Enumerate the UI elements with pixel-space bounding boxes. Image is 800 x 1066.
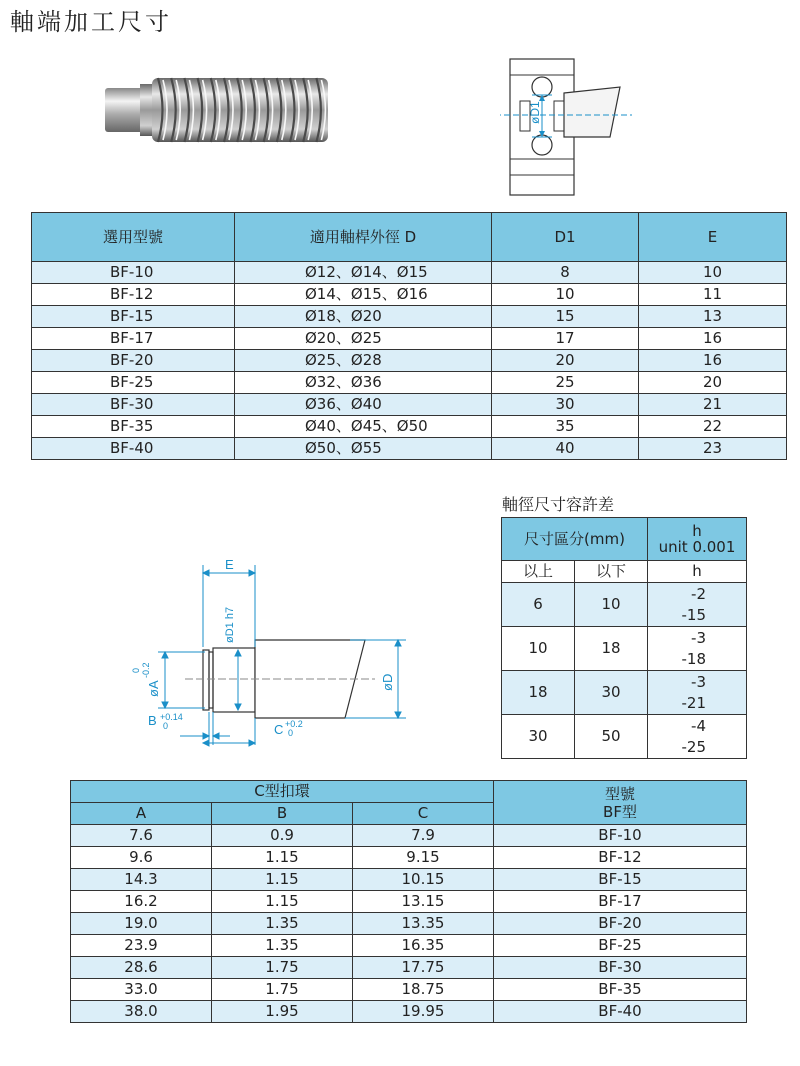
table-cell: 9.6 (71, 847, 212, 869)
table-cell: 8 (492, 262, 639, 284)
table-row (71, 957, 747, 979)
table-cell: 14.3 (71, 869, 212, 891)
table-cell: 22 (639, 416, 787, 438)
header-b: B (212, 803, 353, 825)
table-cell: 1.35 (212, 935, 353, 957)
table-cell: 7.6 (71, 825, 212, 847)
tolerance-upper: -3 (691, 672, 706, 691)
table-cell: BF-17 (32, 328, 235, 350)
table-cell: 1.95 (212, 1001, 353, 1023)
table-row (71, 935, 747, 957)
header-model-type (494, 781, 747, 825)
table-cell: BF-40 (32, 438, 235, 460)
tolerance-row (502, 715, 747, 759)
table-cell: 35 (492, 416, 639, 438)
header-h-unit (648, 518, 747, 561)
table-cell: Ø14、Ø15、Ø16 (235, 284, 492, 306)
table-cell: 20 (492, 350, 639, 372)
table-cell: 21 (639, 394, 787, 416)
table-row (71, 979, 747, 1001)
table-row (71, 847, 747, 869)
tolerance-below: 50 (575, 715, 648, 759)
table-row (71, 825, 747, 847)
tolerance-above: 30 (502, 715, 575, 759)
table-cell: 28.6 (71, 957, 212, 979)
dim-b-label: B (148, 713, 157, 728)
tolerance-row (502, 583, 747, 627)
table-cell: BF-30 (494, 957, 747, 979)
table-row (71, 869, 747, 891)
header-c-ring: C型扣環 (71, 781, 494, 803)
tolerance-lower: -15 (681, 605, 706, 624)
table-row (32, 328, 787, 350)
dim-c-tol-upper: +0.2 (285, 719, 303, 729)
bearing-d1-label: øD1 (528, 101, 542, 124)
table-cell: Ø32、Ø36 (235, 372, 492, 394)
table-cell: BF-10 (494, 825, 747, 847)
table-cell: 16.35 (353, 935, 494, 957)
table-cell: 0.9 (212, 825, 353, 847)
dim-d1-label: øD1 h7 (224, 606, 236, 643)
dim-e-label: E (225, 557, 234, 572)
table-cell: 40 (492, 438, 639, 460)
table-cell: 23.9 (71, 935, 212, 957)
table-cell: Ø50、Ø55 (235, 438, 492, 460)
table-row (32, 416, 787, 438)
table-cell: 20 (639, 372, 787, 394)
tolerance-below: 18 (575, 627, 648, 671)
tolerance-row (502, 671, 747, 715)
sub-header-below: 以下 (575, 561, 648, 583)
table-cell: BF-15 (32, 306, 235, 328)
table-cell: 19.95 (353, 1001, 494, 1023)
page-title: 軸端加工尺寸 (10, 8, 172, 36)
header-shaft-diameter: 適用軸桿外徑 D (235, 213, 492, 262)
table-cell: BF-17 (494, 891, 747, 913)
tolerance-lower: -25 (681, 737, 706, 756)
table-cell: 10 (639, 262, 787, 284)
table-cell: 13.15 (353, 891, 494, 913)
header-bf-type: BF型 (603, 802, 637, 821)
sub-header-h: h (648, 561, 747, 583)
tolerance-h-values (648, 715, 747, 759)
tolerance-upper: -2 (691, 584, 706, 603)
header-size-range: 尺寸區分(mm) (502, 518, 648, 561)
tolerance-below: 10 (575, 583, 648, 627)
sub-header-above: 以上 (502, 561, 575, 583)
header-e: E (639, 213, 787, 262)
shaft-end-diagram (130, 555, 420, 755)
shaft-dimension-table (31, 212, 787, 460)
table-row (32, 262, 787, 284)
table-row (32, 394, 787, 416)
dim-d-label: øD (380, 673, 395, 691)
table-cell: BF-25 (32, 372, 235, 394)
tolerance-h-values (648, 627, 747, 671)
table-cell: 33.0 (71, 979, 212, 1001)
table-cell: BF-40 (494, 1001, 747, 1023)
tolerance-above: 6 (502, 583, 575, 627)
table-row (32, 284, 787, 306)
table-cell: BF-20 (32, 350, 235, 372)
table-cell: 10 (492, 284, 639, 306)
tolerance-h-values (648, 583, 747, 627)
header-unit: unit 0.001 (658, 538, 736, 556)
ball-screw-image (100, 70, 335, 150)
tolerance-above: 18 (502, 671, 575, 715)
table-cell: 38.0 (71, 1001, 212, 1023)
dim-a-tol-upper: 0 (131, 667, 141, 673)
table-cell: 16 (639, 328, 787, 350)
table-row (32, 306, 787, 328)
tolerance-upper: -3 (691, 628, 706, 647)
header-h: h (692, 522, 702, 540)
table-cell: 16 (639, 350, 787, 372)
tolerance-above: 10 (502, 627, 575, 671)
table-cell: 16.2 (71, 891, 212, 913)
dim-c-tol-lower: 0 (288, 728, 294, 738)
dim-a-label: øA (146, 680, 161, 697)
table-cell: BF-20 (494, 913, 747, 935)
header-a: A (71, 803, 212, 825)
table-cell: 30 (492, 394, 639, 416)
table-cell: BF-10 (32, 262, 235, 284)
table-cell: BF-35 (32, 416, 235, 438)
table-cell: 17 (492, 328, 639, 350)
table-cell: BF-35 (494, 979, 747, 1001)
table-cell: 7.9 (353, 825, 494, 847)
table-cell: 19.0 (71, 913, 212, 935)
table-cell: Ø36、Ø40 (235, 394, 492, 416)
table-cell: 1.35 (212, 913, 353, 935)
table-cell: 1.75 (212, 979, 353, 1001)
table-cell: 18.75 (353, 979, 494, 1001)
table-cell: 23 (639, 438, 787, 460)
retaining-ring-table (70, 780, 747, 1023)
dim-b-tol-upper: +0.14 (160, 712, 183, 722)
tolerance-lower: -18 (681, 649, 706, 668)
table-cell: BF-25 (494, 935, 747, 957)
table-cell: Ø18、Ø20 (235, 306, 492, 328)
table-cell: 10.15 (353, 869, 494, 891)
table-cell: Ø12、Ø14、Ø15 (235, 262, 492, 284)
tolerance-table (501, 517, 747, 759)
table-cell: BF-12 (494, 847, 747, 869)
dim-c-label: C (274, 722, 284, 737)
dim-b-tol-lower: 0 (163, 721, 169, 731)
table-cell: 1.15 (212, 891, 353, 913)
table-cell: 17.75 (353, 957, 494, 979)
tolerance-lower: -21 (681, 693, 706, 712)
tolerance-title: 軸徑尺寸容許差 (502, 495, 615, 514)
table-cell: Ø20、Ø25 (235, 328, 492, 350)
header-c: C (353, 803, 494, 825)
table-row (71, 891, 747, 913)
table-row (32, 350, 787, 372)
table-cell: 1.15 (212, 847, 353, 869)
table-row (71, 913, 747, 935)
table-cell: Ø25、Ø28 (235, 350, 492, 372)
bearing-section-drawing (500, 55, 635, 200)
table-cell: 25 (492, 372, 639, 394)
table-cell: 1.75 (212, 957, 353, 979)
header-model-label: 型號 (604, 784, 635, 803)
table-cell: BF-15 (494, 869, 747, 891)
table-cell: 13.35 (353, 913, 494, 935)
table-cell: 9.15 (353, 847, 494, 869)
tolerance-below: 30 (575, 671, 648, 715)
dim-a-tol-lower: -0.2 (141, 662, 151, 678)
table-cell: 11 (639, 284, 787, 306)
tolerance-row (502, 627, 747, 671)
tolerance-h-values (648, 671, 747, 715)
table-cell: BF-12 (32, 284, 235, 306)
table-row (32, 438, 787, 460)
tolerance-upper: -4 (691, 716, 706, 735)
table-row (32, 372, 787, 394)
header-d1: D1 (492, 213, 639, 262)
table-cell: 15 (492, 306, 639, 328)
table-cell: BF-30 (32, 394, 235, 416)
table-cell: Ø40、Ø45、Ø50 (235, 416, 492, 438)
table-cell: 13 (639, 306, 787, 328)
table-cell: 1.15 (212, 869, 353, 891)
table-row (71, 1001, 747, 1023)
header-model: 選用型號 (32, 213, 235, 262)
